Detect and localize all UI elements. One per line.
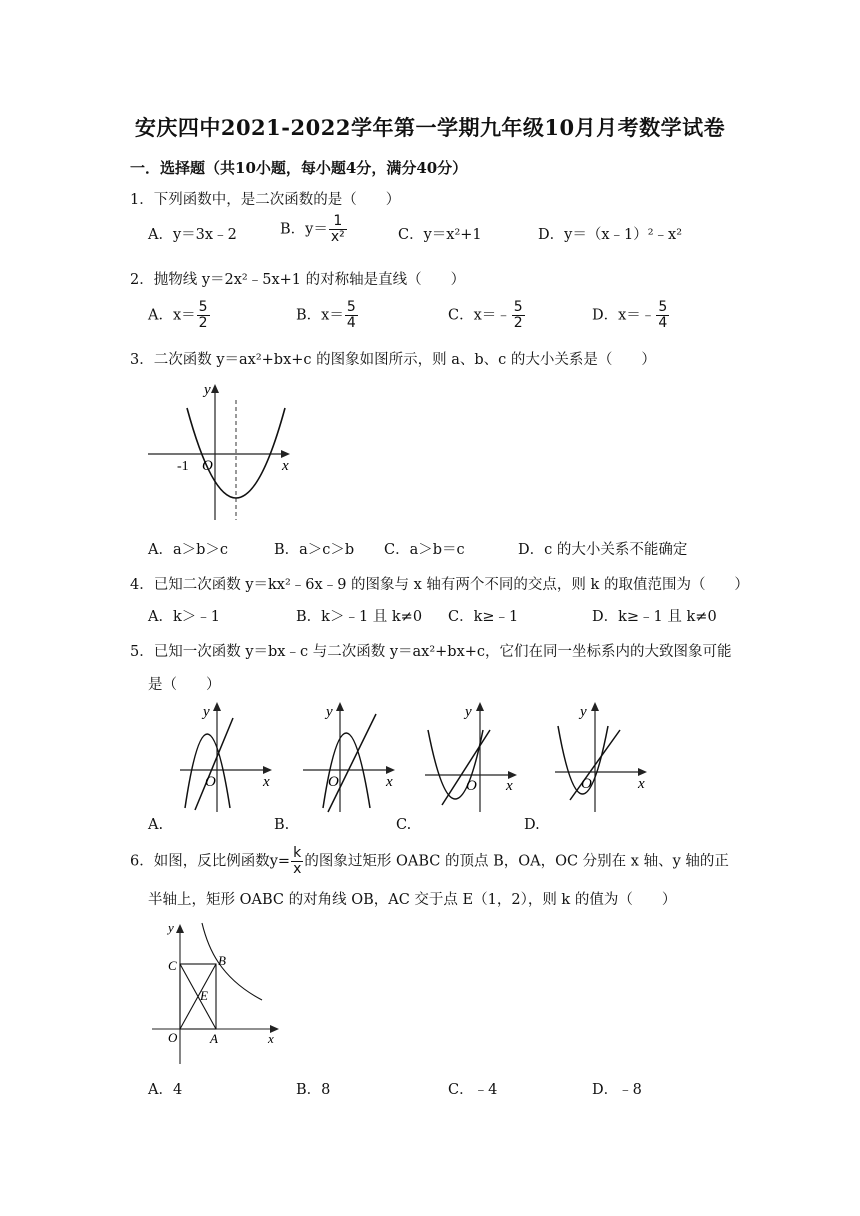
svg-text:C: C bbox=[168, 958, 177, 973]
svg-text:O: O bbox=[168, 1030, 178, 1045]
svg-text:y: y bbox=[168, 920, 174, 935]
svg-text:O: O bbox=[205, 774, 216, 790]
svg-text:O: O bbox=[581, 776, 592, 792]
q6-option-d: D．﹣8 bbox=[592, 1082, 642, 1098]
svg-text:y: y bbox=[580, 704, 587, 720]
svg-text:y: y bbox=[465, 704, 472, 720]
q4-option-d: D．k≥﹣1 且 k≠0 bbox=[592, 609, 717, 625]
q5-option-c: C. bbox=[396, 817, 412, 833]
svg-text:B: B bbox=[218, 953, 226, 968]
q6-stem-line2: 半轴上，矩形 OABC 的对角线 OB，AC 交于点 E（1，2），则 k 的值为（ ） bbox=[148, 892, 677, 908]
q2-stem: 2．抛物线 y＝2x²﹣5x+1 的对称轴是直线（ ） bbox=[130, 272, 466, 288]
q4-option-c: C．k≥﹣1 bbox=[448, 609, 519, 625]
svg-text:x: x bbox=[638, 776, 645, 792]
q3-option-c: C．a＞b＝c bbox=[384, 542, 465, 558]
q5-graph-b bbox=[298, 700, 408, 815]
q1-option-d: D．y＝（x﹣1）²﹣x² bbox=[538, 227, 683, 243]
q6-option-a: A．4 bbox=[148, 1082, 183, 1098]
svg-text:x: x bbox=[386, 774, 393, 790]
q1-stem: 1．下列函数中，是二次函数的是（ ） bbox=[130, 192, 401, 208]
q4-option-b: B．k＞﹣1 且 k≠0 bbox=[296, 609, 423, 625]
q5-option-b: B. bbox=[274, 817, 290, 833]
q2-option-d: D．x＝﹣ $\frac{5}{4}$ bbox=[592, 299, 668, 331]
q2-option-c: C．x＝﹣ $\frac{5}{2}$ bbox=[448, 299, 523, 331]
svg-text:A: A bbox=[210, 1031, 218, 1046]
q2-option-a: A．x＝ $\frac{5}{2}$ bbox=[148, 299, 208, 331]
svg-text:x: x bbox=[268, 1031, 274, 1046]
section-header: 一．选择题（共10小题，每小题4分，满分40分） bbox=[130, 159, 468, 177]
q5-graph-d bbox=[550, 700, 660, 815]
svg-text:x: x bbox=[263, 774, 270, 790]
svg-text:y: y bbox=[203, 704, 210, 720]
q6-stem-line1: 6．如图，反比例函数y= $\frac{k}{x}$ 的图象过矩形 OABC 的顶点 B，OA，OC 分别在 x 轴、y 轴的正 bbox=[130, 845, 729, 877]
q3-option-b: B．a＞c＞b bbox=[274, 542, 355, 558]
q4-stem: 4．已知二次函数 y＝kx²﹣6x﹣9 的图象与 x 轴有两个不同的交点，则 k 的取值范围为（ ） bbox=[130, 577, 749, 593]
svg-text:y: y bbox=[326, 704, 333, 720]
q3-option-a: A．a＞b＞c bbox=[148, 542, 229, 558]
svg-text:x: x bbox=[506, 778, 513, 794]
q5-option-d: D. bbox=[524, 817, 540, 833]
page-title: 安庆四中2021-2022学年第一学期九年级10月月考数学试卷 bbox=[134, 115, 726, 140]
q3-option-d: D．c 的大小关系不能确定 bbox=[518, 542, 688, 558]
q6-option-c: C．﹣4 bbox=[448, 1082, 498, 1098]
q1-option-c: C．y＝x²+1 bbox=[398, 227, 482, 243]
q3-tick-label: -1 bbox=[177, 459, 189, 474]
q5-option-a: A. bbox=[148, 817, 164, 833]
q1-option-a: A．y＝3x﹣2 bbox=[148, 227, 237, 243]
q1-option-b: B．y＝ $\frac{1}{\text{x²}}$ bbox=[280, 213, 345, 245]
q3-figure bbox=[140, 378, 300, 528]
q3-y-label: y bbox=[204, 382, 211, 398]
q5-stem-line1: 5．已知一次函数 y＝bx﹣c 与二次函数 y＝ax²+bx+c，它们在同一坐标系内的大致图象可能 bbox=[130, 644, 732, 660]
svg-text:O: O bbox=[466, 778, 477, 794]
svg-text:E: E bbox=[200, 988, 208, 1003]
q6-option-b: B．8 bbox=[296, 1082, 331, 1098]
q2-option-b: B．x＝ $\frac{5}{4}$ bbox=[296, 299, 356, 331]
svg-text:O: O bbox=[328, 774, 339, 790]
q6-figure bbox=[150, 918, 290, 1068]
q4-option-a: A．k＞﹣1 bbox=[148, 609, 220, 625]
q3-stem: 3．二次函数 y＝ax²+bx+c 的图象如图所示，则 a、b、c 的大小关系是（ ） bbox=[130, 352, 656, 368]
q5-graph-a bbox=[175, 700, 285, 815]
q3-origin-label: O bbox=[202, 458, 213, 474]
q3-x-label: x bbox=[282, 458, 289, 474]
q5-graph-c bbox=[420, 700, 530, 815]
q5-stem-line2: 是（ ） bbox=[148, 677, 221, 693]
